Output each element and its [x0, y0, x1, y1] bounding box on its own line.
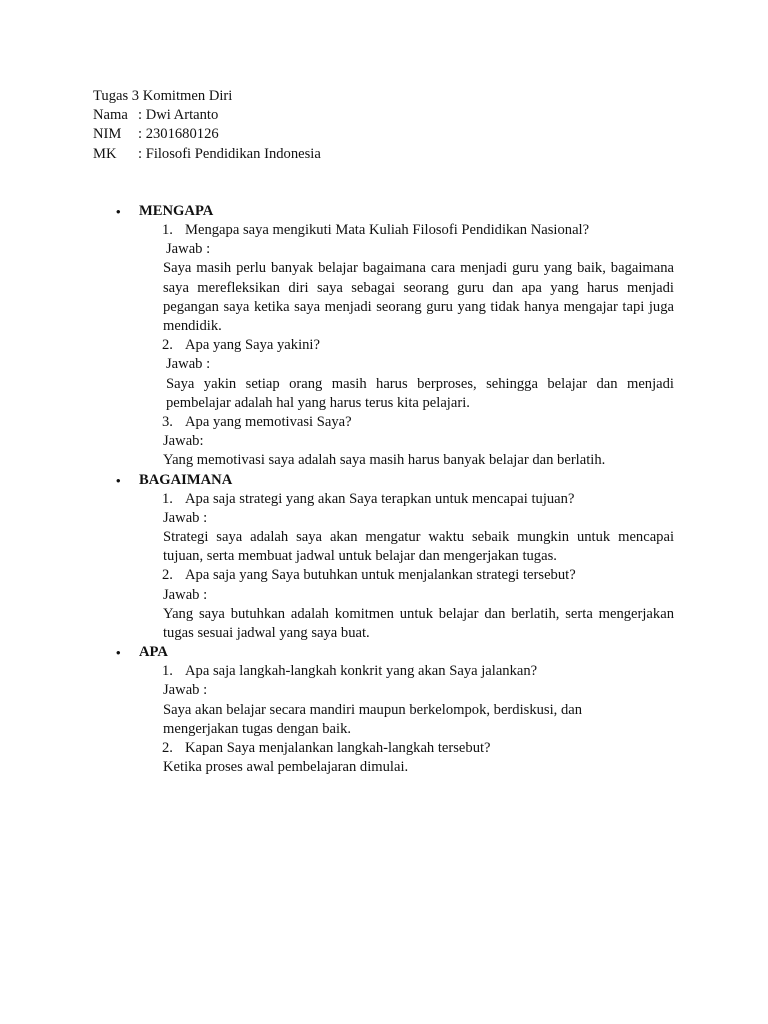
section-title: BAGAIMANA [139, 471, 233, 488]
answer-label: Jawab : [163, 682, 208, 699]
section-mengapa [0, 202, 768, 471]
answer-line: Saya akan belajar secara mandiri maupun berkelompok, berdiskusi, dan [163, 701, 583, 718]
nim-key: NIM [93, 126, 122, 143]
section-heading [116, 202, 768, 221]
question [162, 566, 674, 585]
answer-label: Jawab : [163, 586, 208, 603]
bullet-icon: • [116, 645, 121, 661]
question [162, 662, 674, 681]
question-text: Apa yang Saya yakini? [185, 337, 320, 354]
answer-text: Yang memotivasi saya adalah saya masih harus banyak belajar dan berlatih. [163, 452, 606, 469]
nim-value: : 2301680126 [138, 126, 219, 143]
section-title: MENGAPA [139, 203, 214, 219]
question [162, 336, 674, 355]
section-title: APA [139, 644, 168, 661]
section-bagaimana [0, 471, 768, 644]
question-text: Kapan Saya menjalankan langkah-langkah tersebut? [185, 740, 491, 757]
answer-text: Strategi saya adalah saya akan mengatur waktu sebaik mungkin untuk mencapai tujuan, serta membuat jadwal untuk belajar dan mengerjakan tugas. [163, 529, 674, 565]
question-number: 3. [162, 414, 173, 431]
answer-text: Saya yakin setiap orang masih harus berproses, sehingga belajar dan menjadi pembelajar adalah hal yang harus terus kita pelajari. [166, 375, 674, 411]
bullet-icon: • [116, 472, 121, 488]
answer-text: Saya masih perlu banyak belajar bagaimana cara menjadi guru yang baik, bagaimana saya merefleksikan diri saya sebagai seorang guru dan apa yang harus menjadi pegangan saya ketika saya menjadi seorang guru yang tidak hanya mengajar tapi juga mendidik. [163, 260, 674, 335]
question-number: 1. [162, 663, 173, 680]
answer-line: mengerjakan tugas dengan baik. [163, 720, 352, 737]
document-title: Tugas 3 Komitmen Diri [93, 88, 233, 104]
question-text: Apa yang memotivasi Saya? [185, 414, 352, 431]
section-heading [116, 471, 768, 490]
section-apa [0, 643, 768, 777]
mk-value: : Filosofi Pendidikan Indonesia [138, 145, 321, 162]
section-heading [116, 643, 768, 662]
document-body [0, 202, 768, 777]
question-text: Mengapa saya mengikuti Mata Kuliah Filosofi Pendidikan Nasional? [185, 222, 590, 238]
question-number: 2. [162, 337, 173, 354]
question-number: 2. [162, 567, 173, 584]
answer-label: Jawab : [166, 241, 211, 258]
question-number: 2. [162, 740, 173, 757]
question-number: 1. [162, 222, 173, 238]
mk-row [93, 145, 693, 164]
document-header [93, 87, 693, 164]
question-text: Apa saja langkah-langkah konkrit yang akan Saya jalankan? [185, 663, 538, 680]
answer-label: Jawab: [163, 433, 204, 450]
name-value: : Dwi Artanto [138, 107, 219, 124]
nim-row [93, 125, 693, 144]
question-text: Apa saja strategi yang akan Saya terapkan untuk mencapai tujuan? [185, 490, 575, 507]
mk-key: MK [93, 145, 117, 162]
bullet-icon: • [116, 204, 121, 219]
answer-label: Jawab : [166, 356, 211, 373]
answer-text: Ketika proses awal pembelajaran dimulai. [163, 759, 409, 776]
question [162, 490, 674, 509]
question [162, 413, 674, 432]
question-number: 1. [162, 490, 173, 507]
question [162, 221, 674, 240]
question-text: Apa saja yang Saya butuhkan untuk menjalankan strategi tersebut? [185, 567, 576, 584]
question [162, 739, 674, 758]
name-key: Nama [93, 107, 128, 124]
answer-label: Jawab : [163, 509, 208, 526]
answer-text: Yang saya butuhkan adalah komitmen untuk belajar dan berlatih, serta mengerjakan tugas sesuai jadwal yang saya buat. [163, 605, 674, 642]
name-row [93, 106, 693, 125]
